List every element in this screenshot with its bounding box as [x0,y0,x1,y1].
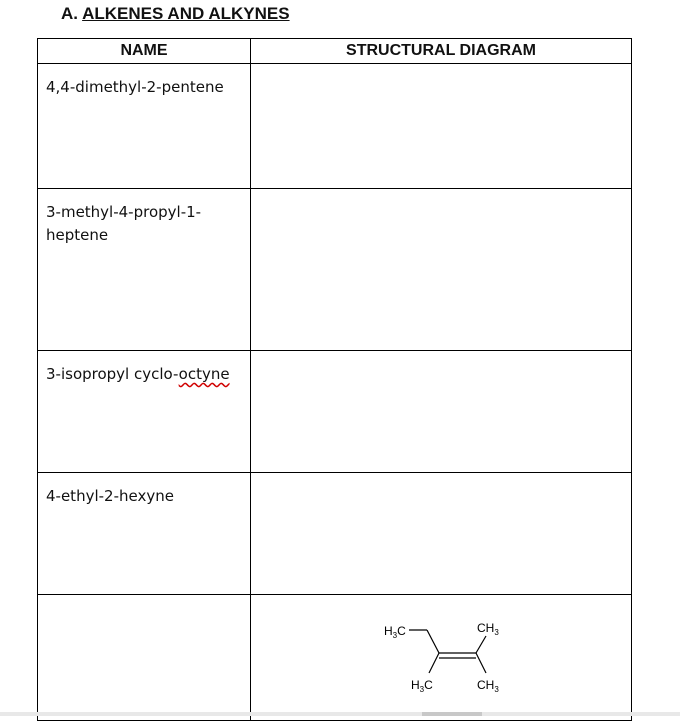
table-header-row [38,39,632,64]
section-heading [61,4,290,24]
compound-name: 3-methyl-4-propyl-1-heptene [46,203,202,244]
name-cell[interactable] [38,189,251,351]
section-prefix: A. [61,4,83,23]
bond-line [427,630,439,653]
compound-name [38,595,250,607]
diagram-cell[interactable] [251,189,632,351]
spellcheck-flagged-word[interactable]: octyne [178,365,230,383]
bond-line [476,653,486,673]
table-row [38,351,632,473]
methyl-label-bottom-left: $H_3C$ [411,678,433,694]
compound-name-main: 3-isopropyl cyclo- [46,365,179,383]
bond-line [429,653,439,673]
diagram-cell[interactable] [251,351,632,473]
header-structural-diagram: STRUCTURAL DIAGRAM [251,39,632,64]
name-cell[interactable] [38,473,251,595]
methyl-label-top-left: $H_3C$ [384,624,406,640]
diagram-cell[interactable] [251,473,632,595]
name-cell[interactable] [38,595,251,721]
name-cell[interactable] [38,64,251,189]
header-name: NAME [38,39,251,64]
scrollbar-thumb[interactable] [422,712,482,716]
bond-line [476,636,486,653]
diagram-cell[interactable] [251,595,632,721]
bond-lines [409,630,486,673]
skeletal-structure-drawing [251,595,632,720]
methyl-label-bottom-right: $CH_3$ [477,678,499,694]
methyl-label-top-right: $CH_3$ [477,621,499,637]
table-row [38,189,632,351]
diagram-cell[interactable] [251,64,632,189]
horizontal-scrollbar[interactable] [0,712,680,716]
name-cell[interactable] [38,351,251,473]
table-row [38,473,632,595]
compound-name [38,351,250,386]
compound-name: 4-ethyl-2-hexyne [46,487,174,505]
section-title: ALKENES AND ALKYNES [82,4,290,23]
table-row [38,64,632,189]
structural-diagram [251,595,631,720]
worksheet-table [37,38,632,721]
table-row [38,595,632,721]
compound-name: 4,4-dimethyl-2-pentene [46,78,224,96]
